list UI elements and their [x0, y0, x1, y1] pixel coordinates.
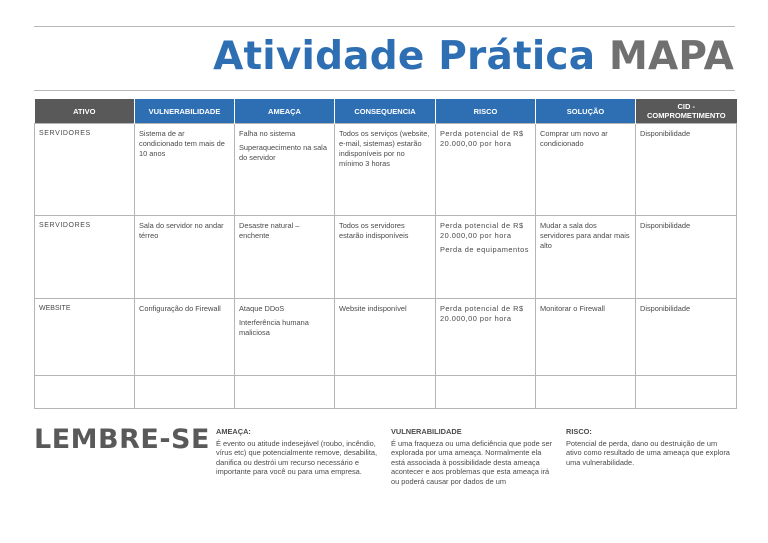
empty-cell [135, 376, 235, 409]
lembre-se-heading: LEMBRE-SE [34, 424, 210, 455]
empty-cell [35, 376, 135, 409]
cell-ativo: SERVIDORES [35, 124, 135, 216]
header-vulnerabilidade: VULNERABILIDADE [135, 99, 235, 124]
note-text: Potencial de perda, dano ou destruição de um ativo como resultado de uma ameaça que explora uma vulnerabilidade. [566, 438, 730, 467]
cell-ameaca-line: Ataque DDoS [239, 304, 285, 313]
note-text: É uma fraqueza ou uma deficiência que pode ser explorada por uma ameaça. Normalmente ela está associada à possibilidade desta ameaça acontecer e aos problemas que esta ameaça irá ou poderá causar por dados de um [391, 438, 553, 486]
cell-cid: Disponibilidade [636, 299, 737, 376]
top-divider [34, 26, 735, 27]
cell-ameaca-line: Superaquecimento na sala do servidor [239, 143, 327, 162]
empty-cell [536, 376, 636, 409]
note-vulnerabilidade [391, 427, 557, 493]
cell-cid: Disponibilidade [636, 124, 737, 216]
cell-risco-line: Perda potencial de R$ 20.000,00 por hora [440, 304, 524, 323]
cell-risco [436, 124, 536, 216]
table-row-empty [35, 376, 737, 409]
note-risco [566, 427, 732, 493]
cell-ameaca-line: Desastre natural – enchente [239, 221, 300, 240]
cell-vulnerabilidade: Configuração do Firewall [135, 299, 235, 376]
cell-vulnerabilidade: Sala do servidor no andar térreo [135, 216, 235, 299]
cell-consequencia: Website indisponível [335, 299, 436, 376]
risk-table [34, 99, 737, 409]
header-ativo: ATIVO [35, 99, 135, 124]
note-title: VULNERABILIDADE [391, 427, 462, 436]
cell-ameaca [235, 299, 335, 376]
header-cid: CID - COMPROMETIMENTO [636, 99, 737, 124]
cell-vulnerabilidade: Sistema de ar condicionado tem mais de 10 anos [135, 124, 235, 216]
note-title: AMEAÇA: [216, 427, 251, 436]
header-consequencia: CONSEQUENCIA [335, 99, 436, 124]
empty-cell [335, 376, 436, 409]
empty-cell [636, 376, 737, 409]
note-text: É evento ou atitude indesejável (roubo, incêndio, vírus etc) que potencialmente remove, desabilita, danifica ou destrói um recurso necessário e importante para você ou para uma empresa. [216, 438, 378, 477]
cell-risco-line: Perda potencial de R$ 20.000,00 por hora [440, 129, 524, 148]
page-title [213, 33, 734, 81]
page-title-main: Atividade Prática [213, 34, 596, 79]
cell-ameaca [235, 124, 335, 216]
cell-risco [436, 216, 536, 299]
title-divider [34, 90, 735, 91]
table-row [35, 299, 737, 376]
cell-ameaca [235, 216, 335, 299]
note-ameaca [216, 427, 380, 493]
table-header-row [35, 99, 737, 124]
table-row [35, 216, 737, 299]
empty-cell [436, 376, 536, 409]
cell-ameaca-line: Falha no sistema [239, 129, 296, 138]
cell-solucao: Mudar a sala dos servidores para andar mais alto [536, 216, 636, 299]
page-title-accent: MAPA [609, 34, 734, 79]
header-risco: RISCO [436, 99, 536, 124]
cell-risco [436, 299, 536, 376]
cell-consequencia: Todos os serviços (website, e-mail, sistemas) estarão indisponíveis por no mínimo 3 horas [335, 124, 436, 216]
header-ameaca: AMEAÇA [235, 99, 335, 124]
note-title: RISCO: [566, 427, 592, 436]
cell-ameaca-line: Interferência humana maliciosa [239, 318, 309, 337]
cell-consequencia: Todos os servidores estarão indisponíveis [335, 216, 436, 299]
header-solucao: SOLUÇÃO [536, 99, 636, 124]
cell-risco-line: Perda de equipamentos [440, 245, 529, 254]
cell-ativo: WEBSITE [35, 299, 135, 376]
cell-solucao: Monitorar o Firewall [536, 299, 636, 376]
table-row [35, 124, 737, 216]
empty-cell [235, 376, 335, 409]
cell-solucao: Comprar um novo ar condicionado [536, 124, 636, 216]
cell-cid: Disponibilidade [636, 216, 737, 299]
cell-risco-line: Perda potencial de R$ 20.000,00 por hora [440, 221, 524, 240]
cell-ativo: SERVIDORES [35, 216, 135, 299]
